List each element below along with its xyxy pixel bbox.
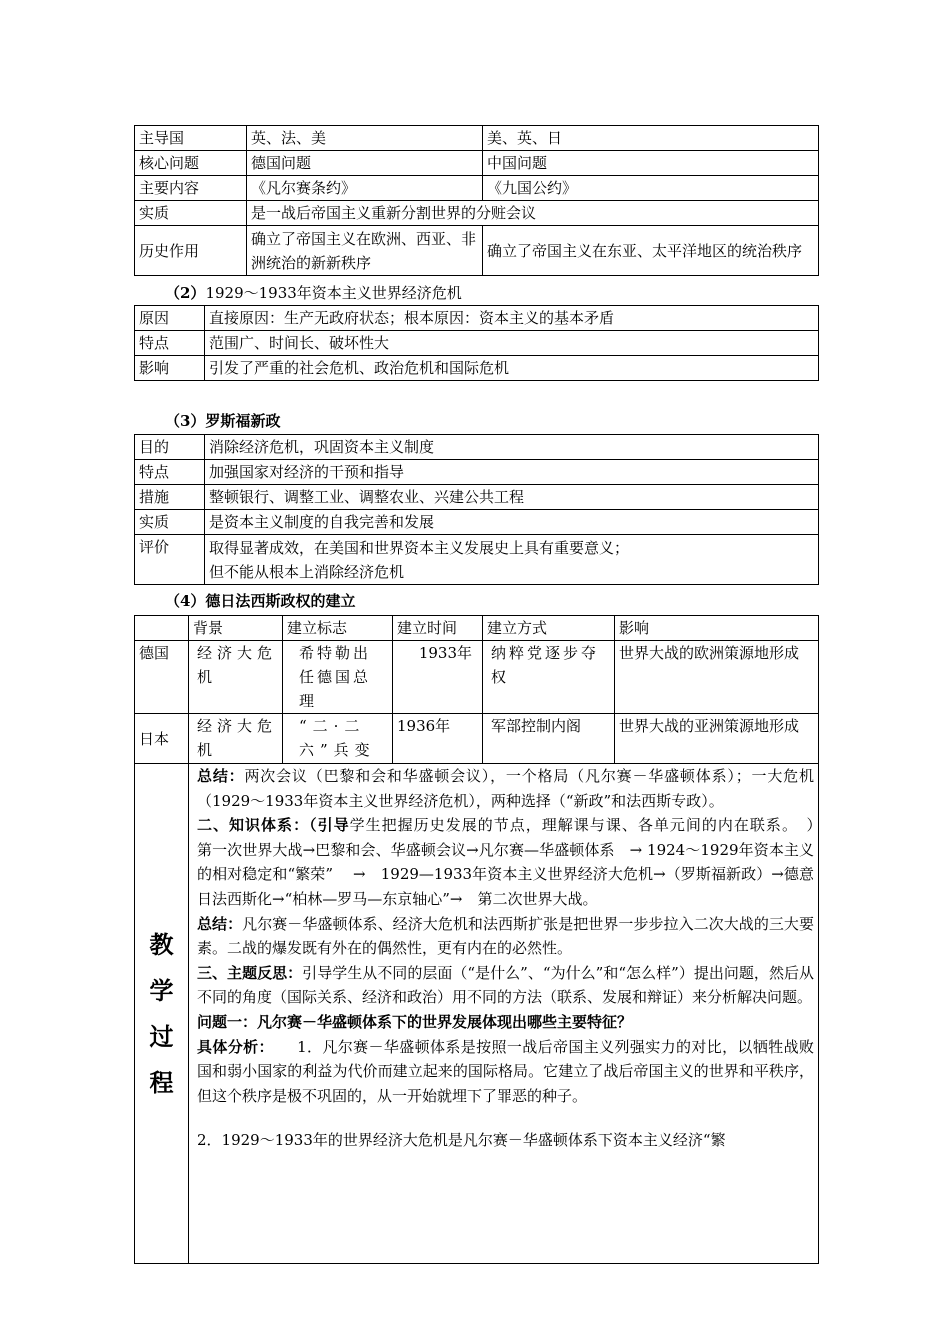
way-cell: 纳粹党逐步夺权 <box>483 641 615 714</box>
summary-text: 凡尔赛－华盛顿体系、经济大危机和法西斯扩张是把世界一步步拉入二次大战的三大要素。二战的爆发既有外在的偶然性，更有内在的必然性。 <box>197 914 814 958</box>
row-value <box>205 535 819 585</box>
table-row <box>135 510 819 535</box>
row-label: 特点 <box>135 331 205 356</box>
table-row <box>135 151 819 176</box>
section-2-title <box>165 283 462 303</box>
row-value: 消除经济危机，巩固资本主义制度 <box>205 435 819 460</box>
time-cell: 1933年 <box>393 641 483 714</box>
row-label: 历史作用 <box>135 226 247 276</box>
table-row <box>135 306 819 331</box>
summary-text: 两次会议（巴黎和会和华盛顿会议），一个格局（凡尔赛－华盛顿体系）；一大危机（1929～1933年资本主义世界经济危机），两种选择（“新政”和法西斯专政）。 <box>197 767 814 810</box>
paris-cell: 确立了帝国主义在欧洲、西亚、非洲统治的新新秩序 <box>247 226 483 276</box>
paris-cell: 英、法、美 <box>247 126 483 151</box>
table-row <box>135 485 819 510</box>
question-1: 问题一：凡尔赛－华盛顿体系下的世界发展体现出哪些主要特征？ <box>197 1012 633 1031</box>
teaching-process-row <box>135 764 819 1264</box>
header-empty <box>135 616 189 641</box>
evaluation-line-2: 但不能从根本上消除经济危机 <box>209 562 405 581</box>
summary-paragraph-2 <box>197 912 814 961</box>
summary-label: 总结： <box>197 767 245 785</box>
background-cell: 经济大危机 <box>189 714 283 764</box>
row-label: 实质 <box>135 201 247 226</box>
row-label: 原因 <box>135 306 205 331</box>
impact-cell: 世界大战的亚洲策源地形成 <box>615 714 819 764</box>
spacer <box>197 1108 814 1128</box>
summary-label: 总结： <box>197 914 243 933</box>
label-char: 学 <box>149 975 174 1005</box>
header-background: 背景 <box>189 616 283 641</box>
header-impact: 影响 <box>615 616 819 641</box>
row-value: 引发了严重的社会危机、政治危机和国际危机 <box>205 356 819 381</box>
washington-cell: 《九国公约》 <box>483 176 819 201</box>
table-row <box>135 641 819 714</box>
row-value: 直接原因：生产无政府状态；根本原因：资本主义的基本矛盾 <box>205 306 819 331</box>
country-germany: 德国 <box>135 641 189 714</box>
row-label: 措施 <box>135 485 205 510</box>
analysis-label: 具体分析： <box>197 1037 267 1056</box>
section-4-title: （4）德日法西斯政权的建立 <box>165 592 356 610</box>
way-cell: 军部控制内阁 <box>483 714 615 764</box>
economic-crisis-table <box>134 305 819 381</box>
row-value: 是资本主义制度的自我完善和发展 <box>205 510 819 535</box>
summary-paragraph-1 <box>197 764 814 813</box>
row-value: 加强国家对经济的干预和指导 <box>205 460 819 485</box>
knowledge-system-heading: 二、知识体系：（ <box>197 816 318 835</box>
table-row <box>135 535 819 585</box>
knowledge-system-paragraph <box>197 813 844 911</box>
fascism-teaching-table <box>134 615 844 1264</box>
table-row <box>135 714 819 764</box>
row-label: 目的 <box>135 435 205 460</box>
table-row <box>135 126 819 151</box>
row-label: 主要内容 <box>135 176 247 201</box>
table-row <box>135 226 819 276</box>
time-cell: 1936年 <box>393 714 483 764</box>
header-time: 建立时间 <box>393 616 483 641</box>
paris-cell: 《凡尔赛条约》 <box>247 176 483 201</box>
header-way: 建立方式 <box>483 616 615 641</box>
conference-comparison-table <box>134 125 819 276</box>
table-row <box>135 356 819 381</box>
table-row <box>135 176 819 201</box>
table-row <box>135 201 819 226</box>
merged-cell: 是一战后帝国主义重新分割世界的分赃会议 <box>247 201 819 226</box>
section-2-number: （2） <box>165 284 206 302</box>
impact-cell: 世界大战的欧洲策源地形成 <box>615 641 819 714</box>
label-char: 教 <box>149 929 174 959</box>
section-2-text: 1929～1933年资本主义世界经济危机 <box>205 284 462 302</box>
reflection-paragraph <box>197 961 814 1010</box>
row-label: 核心问题 <box>135 151 247 176</box>
evaluation-line-1: 取得显著成效，在美国和世界资本主义发展史上具有重要意义； <box>209 538 630 557</box>
mark-cell: 希特勒出任德国总理 <box>283 641 393 714</box>
analysis-text: 1．凡尔赛－华盛顿体系是按照一战后帝国主义列强实力的对比，以牺牲战败国和弱小国家的利益为代价而建立起来的国际格局。它建立了战后帝国主义的世界和平秩序，但这个秩序是极不巩固的，从一开始就埋下了罪恶的种子。 <box>197 1037 814 1105</box>
washington-cell: 美、英、日 <box>483 126 819 151</box>
new-deal-table <box>134 434 819 585</box>
teaching-process-label <box>135 764 189 1264</box>
row-label: 特点 <box>135 460 205 485</box>
analysis-paragraph-1 <box>197 1035 814 1109</box>
analysis-paragraph-2: 2．1929～1933年的世界经济大危机是凡尔赛－华盛顿体系下资本主义经济“繁 <box>197 1131 726 1150</box>
row-label: 影响 <box>135 356 205 381</box>
teaching-content <box>189 764 844 1264</box>
knowledge-system-text: 学生把握历史发展的节点，理解课与课、各单元间的内在联系。 ） 第一次世界大战→巴黎和会、华盛顿会议→凡尔赛—华盛顿体系 → 1924～1929年资本主义的相对稳定和“繁荣” → 1929—1933年资本主义世界经济大危机→（罗斯福新政）→德意日法西斯化→“柏林—罗马—东京轴心”→ 第二次世界大战。 <box>197 816 844 908</box>
table-header-row <box>135 616 819 641</box>
table-row <box>135 460 819 485</box>
guide-label: 引导 <box>317 816 350 835</box>
row-value: 整顿银行、调整工业、调整农业、兴建公共工程 <box>205 485 819 510</box>
washington-cell: 中国问题 <box>483 151 819 176</box>
table-row <box>135 435 819 460</box>
mark-cell: “二·二六”兵变 <box>283 714 393 764</box>
paris-cell: 德国问题 <box>247 151 483 176</box>
row-value: 范围广、时间长、破坏性大 <box>205 331 819 356</box>
section-3-title: （3）罗斯福新政 <box>165 412 281 430</box>
label-char: 过 <box>149 1021 174 1051</box>
row-label: 主导国 <box>135 126 247 151</box>
label-char: 程 <box>149 1067 174 1097</box>
row-label: 实质 <box>135 510 205 535</box>
header-mark: 建立标志 <box>283 616 393 641</box>
table-row <box>135 331 819 356</box>
reflection-heading: 三、主题反思： <box>197 963 303 982</box>
washington-cell: 确立了帝国主义在东亚、太平洋地区的统治秩序 <box>483 226 819 276</box>
background-cell: 经济大危机 <box>189 641 283 714</box>
row-label: 评价 <box>135 535 205 585</box>
reflection-text: 引导学生从不同的层面（“是什么”、“为什么”和“怎么样”）提出问题，然后从不同的角度（国际关系、经济和政治）用不同的方法（联系、发展和辩证）来分析解决问题。 <box>197 963 814 1007</box>
country-japan: 日本 <box>135 714 189 764</box>
